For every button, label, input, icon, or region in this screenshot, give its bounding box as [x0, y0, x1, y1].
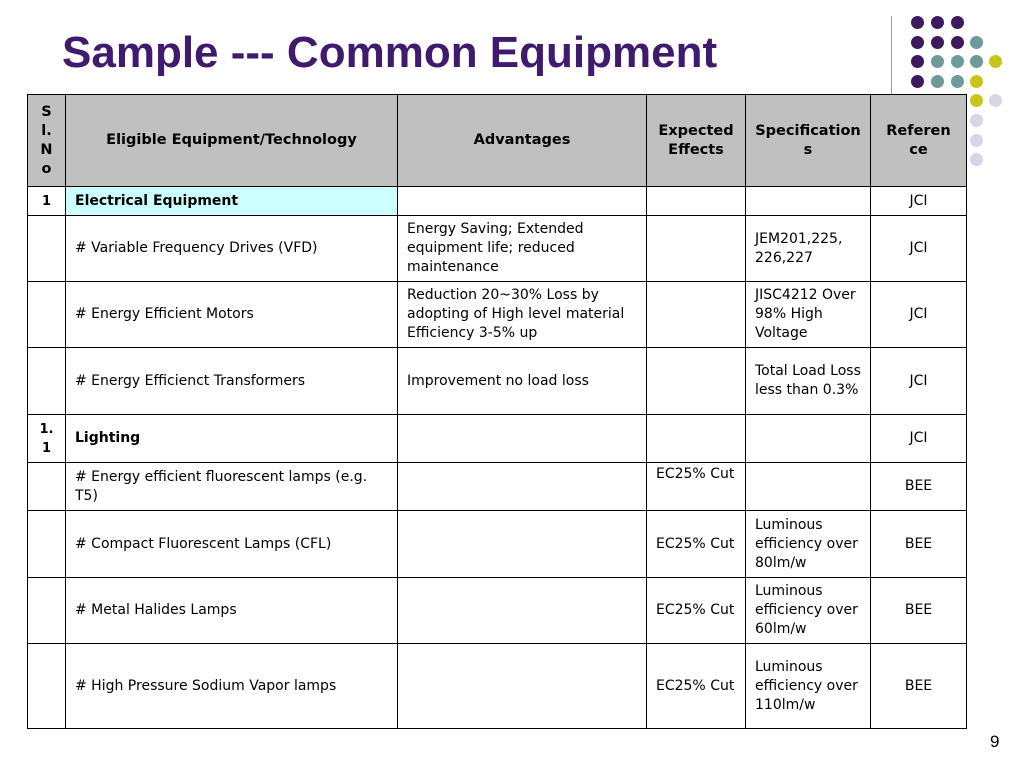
- cell-reference: BEE: [871, 463, 967, 511]
- dot: [951, 55, 964, 68]
- cell-expected: EC25% Cut: [647, 511, 746, 578]
- cell-sl: 1: [28, 187, 66, 216]
- table-row: [28, 216, 967, 282]
- dot: [951, 36, 964, 49]
- dot: [989, 55, 1002, 68]
- dot: [970, 153, 983, 166]
- cell-sl: [28, 578, 66, 644]
- equipment-table: [27, 94, 967, 729]
- cell-expected: [647, 216, 746, 282]
- cell-sl: [28, 216, 66, 282]
- dot: [931, 16, 944, 29]
- cell-reference: JCI: [871, 348, 967, 415]
- cell-specs: JEM201,225, 226,227: [746, 216, 871, 282]
- dot: [970, 75, 983, 88]
- cell-expected: [647, 348, 746, 415]
- cell-specs: [746, 463, 871, 511]
- cell-specs: Luminous efficiency over 80lm/w: [746, 511, 871, 578]
- dot: [989, 94, 1002, 107]
- cell-equipment: Lighting: [66, 415, 398, 463]
- table-row: [28, 415, 967, 463]
- dot: [951, 16, 964, 29]
- cell-expected: EC25% Cut: [647, 578, 746, 644]
- cell-reference: JCI: [871, 187, 967, 216]
- header-reference-label: Reference: [886, 122, 951, 158]
- dot: [911, 36, 924, 49]
- cell-reference: JCI: [871, 415, 967, 463]
- cell-specs: Luminous efficiency over 60lm/w: [746, 578, 871, 644]
- dot: [911, 16, 924, 29]
- cell-advantages: Energy Saving; Extended equipment life; reduced maintenance: [398, 216, 647, 282]
- cell-reference: JCI: [871, 216, 967, 282]
- cell-advantages: [398, 415, 647, 463]
- cell-sl: [28, 511, 66, 578]
- cell-equipment: # Energy Efficienct Transformers: [66, 348, 398, 415]
- table-header-row: [28, 95, 967, 187]
- cell-specs: Total Load Loss less than 0.3%: [746, 348, 871, 415]
- cell-equipment: # Metal Halides Lamps: [66, 578, 398, 644]
- cell-equipment: # Compact Fluorescent Lamps (CFL): [66, 511, 398, 578]
- cell-reference: JCI: [871, 282, 967, 348]
- dot: [970, 134, 983, 147]
- cell-specs: Luminous efficiency over 110lm/w: [746, 644, 871, 729]
- cell-reference: BEE: [871, 644, 967, 729]
- cell-sl: [28, 348, 66, 415]
- cell-expected: EC25% Cut: [647, 463, 746, 511]
- dot: [970, 55, 983, 68]
- cell-equipment: # Variable Frequency Drives (VFD): [66, 216, 398, 282]
- cell-advantages: [398, 578, 647, 644]
- dot: [911, 55, 924, 68]
- slide-title: Sample --- Common Equipment: [62, 28, 718, 77]
- cell-specs: [746, 187, 871, 216]
- cell-advantages: Reduction 20~30% Loss by adopting of High level material Efficiency 3-5% up: [398, 282, 647, 348]
- table-row: [28, 511, 967, 578]
- table-row: [28, 578, 967, 644]
- cell-advantages: [398, 187, 647, 216]
- cell-expected: [647, 415, 746, 463]
- cell-reference: BEE: [871, 511, 967, 578]
- header-specifications-label: Specifications: [755, 122, 861, 158]
- table-row: [28, 644, 967, 729]
- header-reference: [871, 95, 967, 187]
- cell-sl: [28, 282, 66, 348]
- cell-specs: JISC4212 Over 98% High Voltage: [746, 282, 871, 348]
- cell-sl-label: 1.1: [39, 421, 54, 456]
- table-row: [28, 282, 967, 348]
- cell-sl: [28, 463, 66, 511]
- cell-expected: [647, 187, 746, 216]
- cell-equipment: # High Pressure Sodium Vapor lamps: [66, 644, 398, 729]
- cell-reference: BEE: [871, 578, 967, 644]
- cell-advantages: [398, 511, 647, 578]
- table-row: [28, 187, 967, 216]
- table-row: [28, 348, 967, 415]
- header-sl-no: [28, 95, 66, 187]
- cell-advantages: [398, 463, 647, 511]
- dot: [970, 114, 983, 127]
- dot: [931, 55, 944, 68]
- header-specifications: [746, 95, 871, 187]
- header-sl-no-label: Sl. No: [40, 103, 53, 177]
- cell-expected: [647, 282, 746, 348]
- header-expected-effects: [647, 95, 746, 187]
- header-advantages: Advantages: [398, 95, 647, 187]
- dot: [951, 75, 964, 88]
- dot: [931, 36, 944, 49]
- cell-expected: EC25% Cut: [647, 644, 746, 729]
- cell-specs: [746, 415, 871, 463]
- cell-advantages: Improvement no load loss: [398, 348, 647, 415]
- cell-advantages: [398, 644, 647, 729]
- dot: [931, 75, 944, 88]
- cell-equipment: # Energy Efficient Motors: [66, 282, 398, 348]
- dot: [970, 94, 983, 107]
- table-row: [28, 463, 967, 511]
- header-expected-effects-label: Expected Effects: [658, 122, 734, 158]
- page-number: 9: [990, 732, 1000, 751]
- cell-equipment: Electrical Equipment: [66, 187, 398, 216]
- cell-sl: [28, 644, 66, 729]
- header-equipment: Eligible Equipment/Technology: [66, 95, 398, 187]
- dot: [911, 75, 924, 88]
- cell-sl: [28, 415, 66, 463]
- dot: [970, 36, 983, 49]
- cell-equipment: # Energy efficient fluorescent lamps (e.g. T5): [66, 463, 398, 511]
